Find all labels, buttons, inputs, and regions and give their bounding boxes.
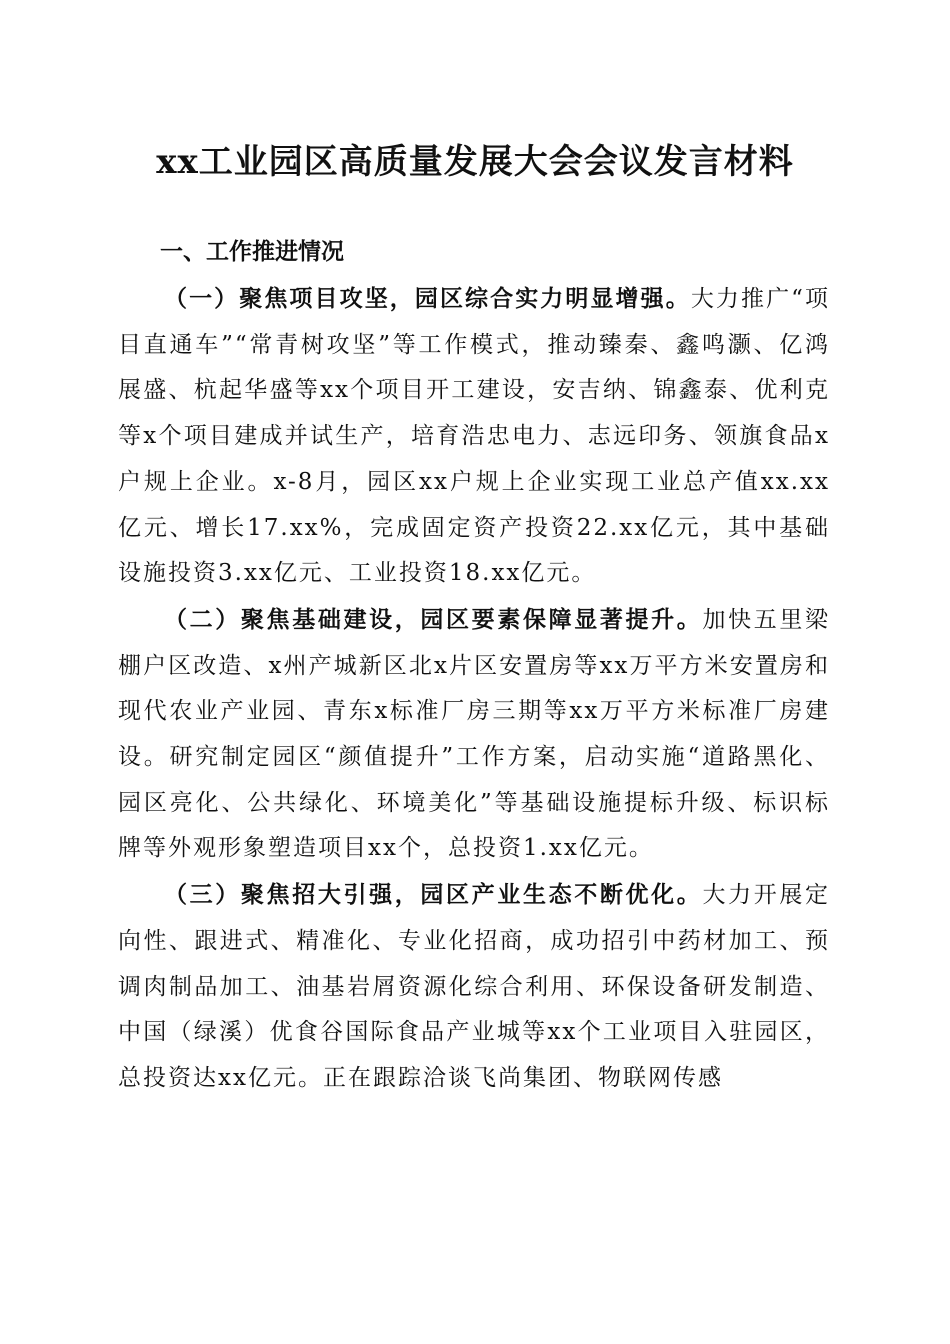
section-heading: 一、工作推进情况 — [160, 239, 344, 265]
document-title: xx工业园区高质量发展大会会议发言材料 — [156, 142, 794, 182]
paragraph-3 — [118, 872, 830, 1102]
paragraph-1-text: 大力推广“项目直通车”“常青树攻坚”等工作模式，推动臻秦、鑫鸣灏、亿鸿展盛、杭起华盛等xx个项目开工建设，安吉纳、锦鑫泰、优利克等x个项目建成并试生产，培育浩忠电力、志远印务、领旗食品x户规上企业。x-8月，园区xx户规上企业实现工业总产值xx.xx亿元、增长17.xx%，完成固定资产投资22.xx亿元，其中基础设施投资3.xx亿元、工业投资18.xx亿元。 — [118, 286, 831, 587]
document-body — [118, 276, 830, 1102]
paragraph-1-lead: （一）聚焦项目攻坚，园区综合实力明显增强。 — [164, 285, 691, 312]
paragraph-2 — [118, 597, 830, 872]
paragraph-2-text: 加快五里梁棚户区改造、x州产城新区北x片区安置房等xx万平方米安置房和现代农业产业园、青东x标准厂房三期等xx万平方米标准厂房建设。研究制定园区“颜值提升”工作方案，启动实施“道路黑化、园区亮化、公共绿化、环境美化”等基础设施提标升级、标识标牌等外观形象塑造项目xx个，总投资1.xx亿元。 — [118, 606, 831, 862]
paragraph-3-lead: （三）聚焦招大引强，园区产业生态不断优化。 — [164, 881, 703, 909]
paragraph-1 — [118, 276, 830, 597]
paragraph-3-text: 大力开展定向性、跟进式、精准化、专业化招商，成功招引中药材加工、预调肉制品加工、油基岩屑资源化综合利用、环保设备研发制造、中国（绿溪）优食谷国际食品产业城等xx个工业项目入驻园区，总投资达xx亿元。正在跟踪洽谈飞尚集团、物联网传感 — [118, 882, 831, 1091]
paragraph-2-lead: （二）聚焦基础建设，园区要素保障显著提升。 — [164, 605, 703, 633]
